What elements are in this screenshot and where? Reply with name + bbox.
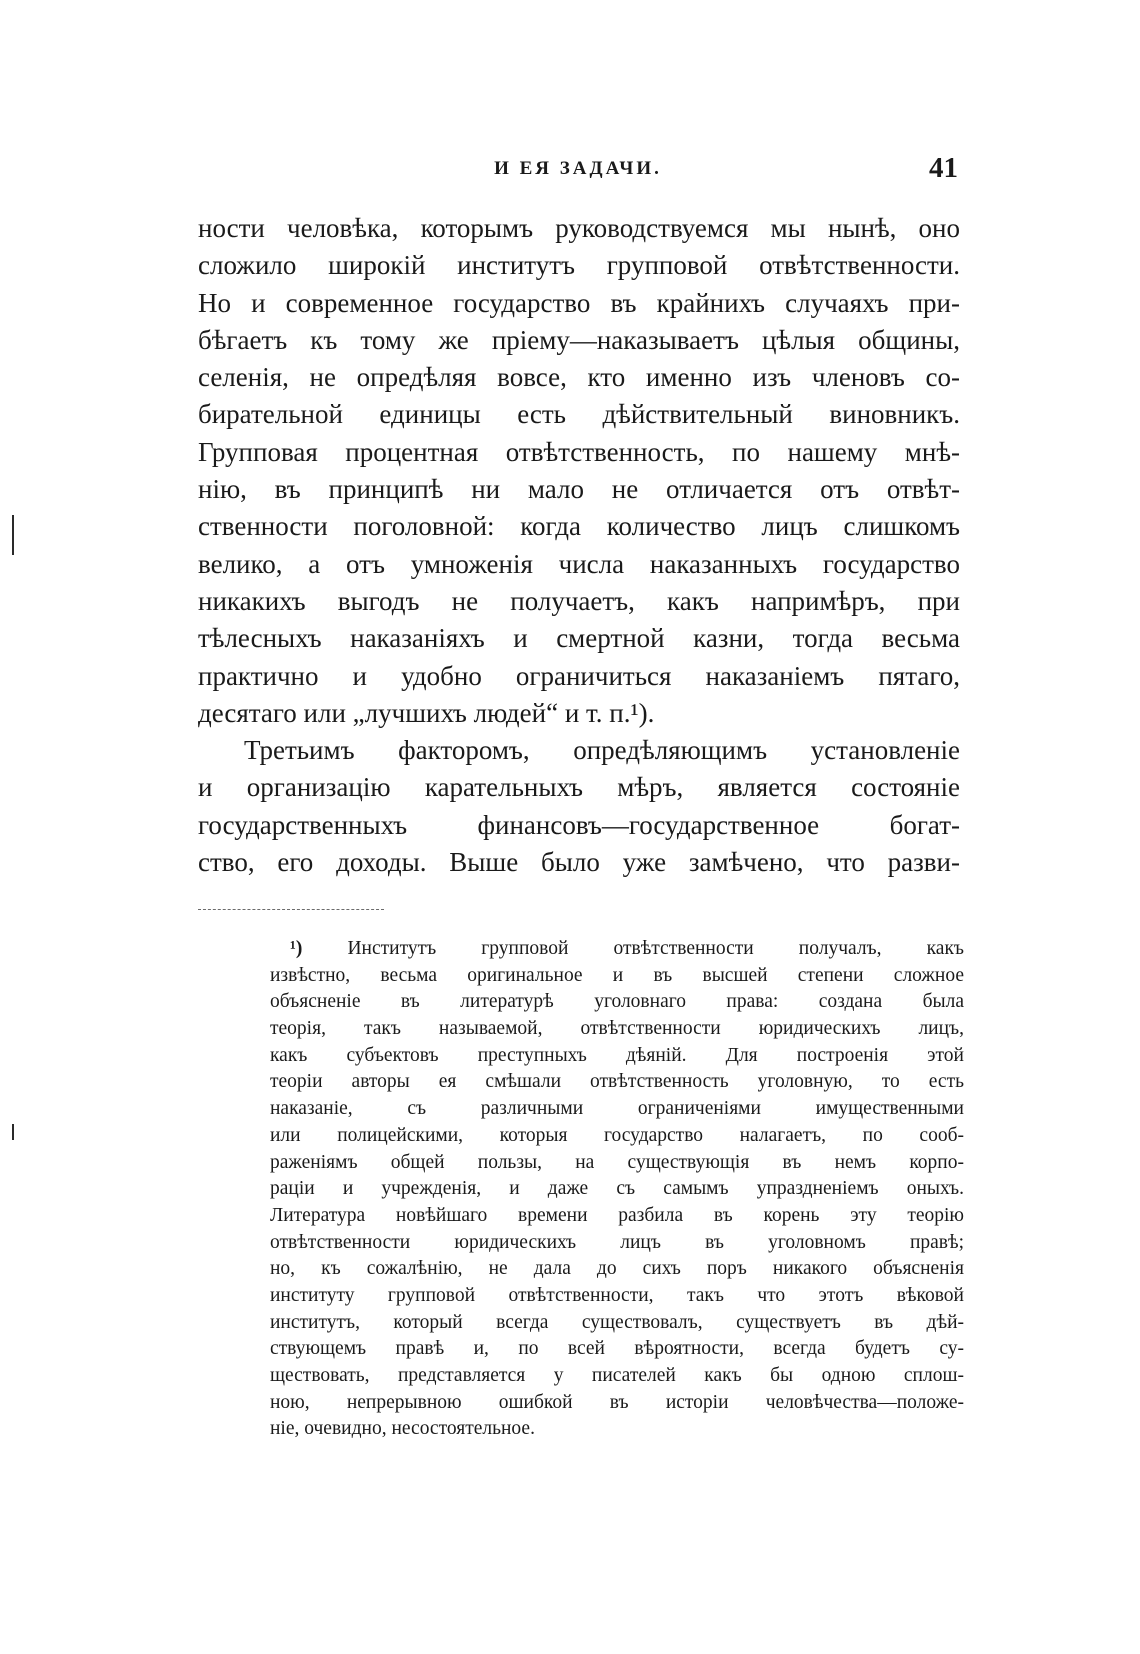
footnote-line: ствующемъ правѣ и, по всей вѣроятности, всегда будетъ су-	[270, 1338, 964, 1360]
text-line: ности человѣка, которымъ руководствуемся мы нынѣ, оно	[198, 213, 960, 243]
running-head	[198, 152, 958, 194]
footnote-line: ною, непрерывною ошибкой въ исторіи человѣчества—положе-	[270, 1391, 964, 1413]
running-title: И ЕЯ ЗАДАЧИ.	[494, 158, 662, 179]
scan-artifact	[12, 1124, 14, 1140]
text-line: Но и современное государство въ крайнихъ случаяхъ при-	[198, 287, 960, 318]
text-line: ство, его доходы. Выше было уже замѣчено, что разви-	[198, 847, 960, 878]
footnote-line-text: Институтъ групповой отвѣтственности получалъ, какъ	[347, 938, 964, 959]
text-line: селенія, не опредѣляя вовсе, кто именно изъ членовъ со-	[198, 362, 960, 393]
text-line: практично и удобно ограничиться наказаніемъ пятаго,	[198, 660, 960, 691]
footnote	[270, 936, 964, 1443]
footnote-line: институту групповой отвѣтственности, такъ что этотъ вѣковой	[270, 1284, 964, 1306]
footnote-line: ществовать, представляется у писателей какъ бы одною сплош-	[270, 1365, 964, 1386]
text-line: бирательной единицы есть дѣйствительный виновникъ.	[198, 399, 960, 430]
footnote-line: или полицейскими, которыя государство налагаетъ, по сооб-	[270, 1124, 964, 1146]
footnote-line: ніе, очевидно, несостоятельное.	[270, 1418, 535, 1440]
footnote-line: раціи и учрежденія, и даже съ самымъ упраздненіемъ оныхъ.	[270, 1178, 964, 1200]
footnote-line: объясненіе въ литературѣ уголовнаго права: создана была	[270, 991, 964, 1013]
text-line: велико, а отъ умноженія числа наказанныхъ государство	[198, 548, 960, 579]
text-line: никакихъ выгодъ не получаетъ, какъ напримѣръ, при	[198, 585, 960, 616]
footnote-line: наказаніе, съ различными ограниченіями имущественными	[270, 1098, 964, 1120]
footnote-line: какъ субъектовъ преступныхъ дѣяній. Для построенія этой	[270, 1044, 964, 1066]
footnote-line: Литература новѣйшаго времени разбила въ корень эту теорію	[270, 1204, 964, 1226]
page-number: 41	[929, 152, 958, 184]
scan-artifact	[12, 515, 14, 555]
text-line: сложило широкій институтъ групповой отвѣтственности.	[198, 250, 960, 281]
footnote-line: извѣстно, весьма оригинальное и въ высшей степени сложное	[270, 964, 964, 986]
footnote-line: теорія, такъ называемой, отвѣтственности юридическихъ лицъ,	[270, 1018, 964, 1040]
footnote-line: институтъ, который всегда существовалъ, существуетъ въ дѣй-	[270, 1311, 964, 1333]
footnote-line: теоріи авторы ея смѣшали отвѣтственность уголовную, то есть	[270, 1071, 964, 1093]
text-line: Третьимъ факторомъ, опредѣляющимъ установленіе	[244, 735, 960, 766]
text-line: нію, въ принципѣ ни мало не отличается отъ отвѣт-	[198, 474, 960, 505]
footnote-line: но, къ сожалѣнію, не дала до сихъ поръ никакого объясненія	[270, 1258, 964, 1280]
text-line: бѣгаетъ къ тому же пріему—наказываетъ цѣлыя общины,	[198, 324, 960, 355]
footnote-line	[270, 936, 964, 963]
text-line: и организацію карательныхъ мѣръ, является состояніе	[198, 772, 960, 803]
footnote-divider	[198, 909, 384, 910]
text-line: ственности поголовной: когда количество лицъ слишкомъ	[198, 511, 960, 542]
text-line: тѣлесныхъ наказаніяхъ и смертной казни, тогда весьма	[198, 623, 960, 654]
footnote-line: раженіямъ общей пользы, на существующія въ немъ корпо-	[270, 1151, 964, 1173]
footnote-marker: ¹)	[290, 938, 303, 959]
text-line: Групповая процентная отвѣтственность, по нашему мнѣ-	[198, 436, 960, 467]
main-text	[198, 210, 960, 881]
footnote-line: отвѣтственности юридическихъ лицъ въ уголовномъ правѣ;	[270, 1231, 964, 1253]
text-line: государственныхъ финансовъ—государственное богат-	[198, 809, 960, 840]
text-line: десятаго или „лучшихъ людей“ и т. п.¹).	[198, 697, 655, 728]
